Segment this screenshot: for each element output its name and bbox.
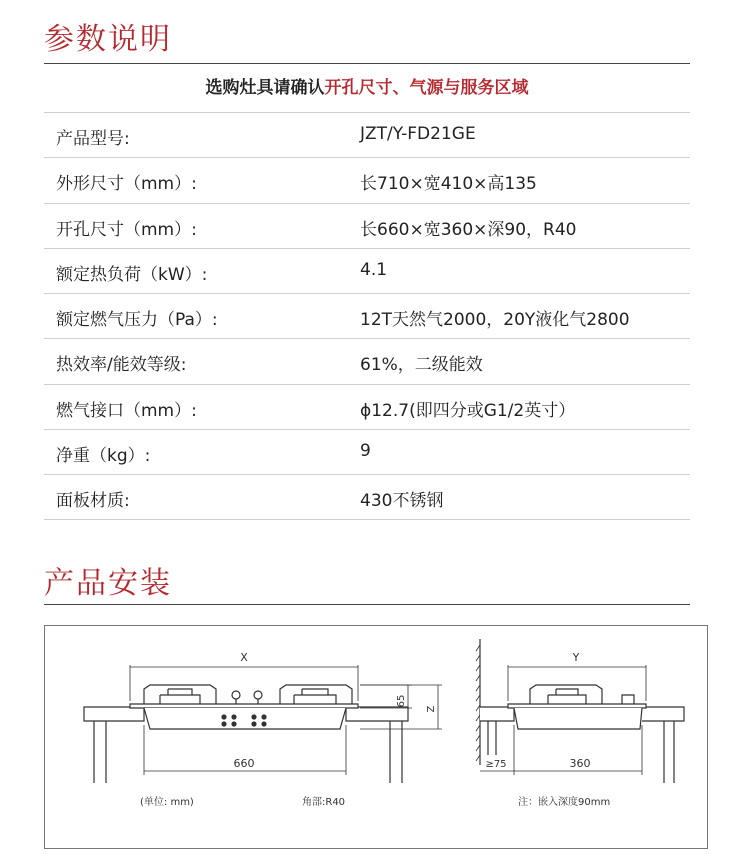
subtitle-highlight: 开孔尺寸、气源与服务区域 bbox=[324, 78, 529, 98]
knob-icon bbox=[232, 715, 236, 719]
spec-row bbox=[44, 203, 690, 248]
spec-value: ϕ12.7(即四分或G1/2英寸） bbox=[360, 400, 576, 421]
side-countertop-left bbox=[480, 707, 514, 721]
installation-diagram-svg bbox=[44, 625, 708, 849]
knob-icon bbox=[232, 722, 236, 726]
section-title-params: 参数说明 bbox=[44, 22, 172, 57]
cooktop-body bbox=[144, 708, 346, 729]
knob-icon bbox=[252, 722, 256, 726]
subtitle-prefix: 选购灶具请确认 bbox=[205, 78, 325, 98]
spec-label: 外形尺寸（mm）: bbox=[56, 174, 197, 195]
side-cooktop-body bbox=[514, 708, 642, 729]
spec-value: 长660×宽360×深90，R40 bbox=[360, 219, 577, 240]
unit-note: (单位: mm) bbox=[140, 797, 194, 808]
countertop-right bbox=[346, 707, 408, 721]
spec-value: 9 bbox=[360, 441, 371, 462]
spec-row bbox=[44, 157, 690, 202]
dim-label-gt75: ≥75 bbox=[485, 759, 507, 770]
knob-icon bbox=[252, 715, 256, 719]
dim-label-360: 360 bbox=[569, 757, 591, 770]
spec-row bbox=[44, 293, 690, 338]
spec-label: 产品型号: bbox=[56, 129, 130, 149]
dim-label-660: 660 bbox=[233, 757, 255, 770]
control-knob-icon bbox=[232, 691, 240, 699]
side-cooktop-panel bbox=[508, 704, 646, 708]
dim-label-y: Y bbox=[572, 651, 580, 664]
knob-icon bbox=[222, 715, 226, 719]
installation-diagram bbox=[44, 625, 708, 849]
spec-row bbox=[44, 384, 690, 429]
dim-label-65: 65 bbox=[396, 694, 407, 708]
spec-label: 额定燃气压力（Pa）: bbox=[56, 310, 218, 331]
spec-label: 净重（kg）: bbox=[56, 446, 151, 467]
spec-row bbox=[44, 474, 690, 519]
spec-value: 4.1 bbox=[360, 259, 388, 280]
knob-icon bbox=[262, 715, 266, 719]
dim-label-x: X bbox=[240, 651, 248, 664]
spec-value: 430不锈钢 bbox=[360, 491, 444, 512]
corner-note: 角部:R40 bbox=[302, 797, 346, 808]
section-title-install: 产品安装 bbox=[44, 566, 172, 601]
cooktop-panel bbox=[130, 704, 358, 708]
countertop-left bbox=[84, 707, 144, 721]
side-countertop-right bbox=[642, 707, 684, 721]
spec-label: 开孔尺寸（mm）: bbox=[56, 219, 197, 240]
spec-row bbox=[44, 112, 690, 157]
spec-value: 61%，二级能效 bbox=[360, 355, 483, 376]
spec-table bbox=[44, 112, 690, 520]
spec-value: JZT/Y-FD21GE bbox=[360, 124, 476, 144]
knob-icon bbox=[222, 722, 226, 726]
section-divider bbox=[44, 604, 690, 605]
dim-label-z: Z bbox=[426, 705, 437, 713]
control-knob-icon bbox=[254, 691, 262, 699]
spec-label: 额定热负荷（kW）: bbox=[56, 264, 208, 285]
spec-value: 12T天然气2000，20Y液化气2800 bbox=[360, 310, 630, 331]
spec-row bbox=[44, 248, 690, 293]
section-divider bbox=[44, 63, 690, 64]
spec-label: 热效率/能效等级: bbox=[56, 355, 187, 376]
spec-label: 面板材质: bbox=[56, 491, 130, 512]
spec-value: 长710×宽410×高135 bbox=[360, 174, 537, 195]
knob-icon bbox=[262, 722, 266, 726]
spec-label: 燃气接口（mm）: bbox=[56, 400, 197, 421]
spec-row bbox=[44, 338, 690, 383]
spec-row bbox=[44, 429, 690, 474]
depth-note: 注：嵌入深度90mm bbox=[518, 797, 611, 808]
subtitle bbox=[44, 73, 690, 98]
